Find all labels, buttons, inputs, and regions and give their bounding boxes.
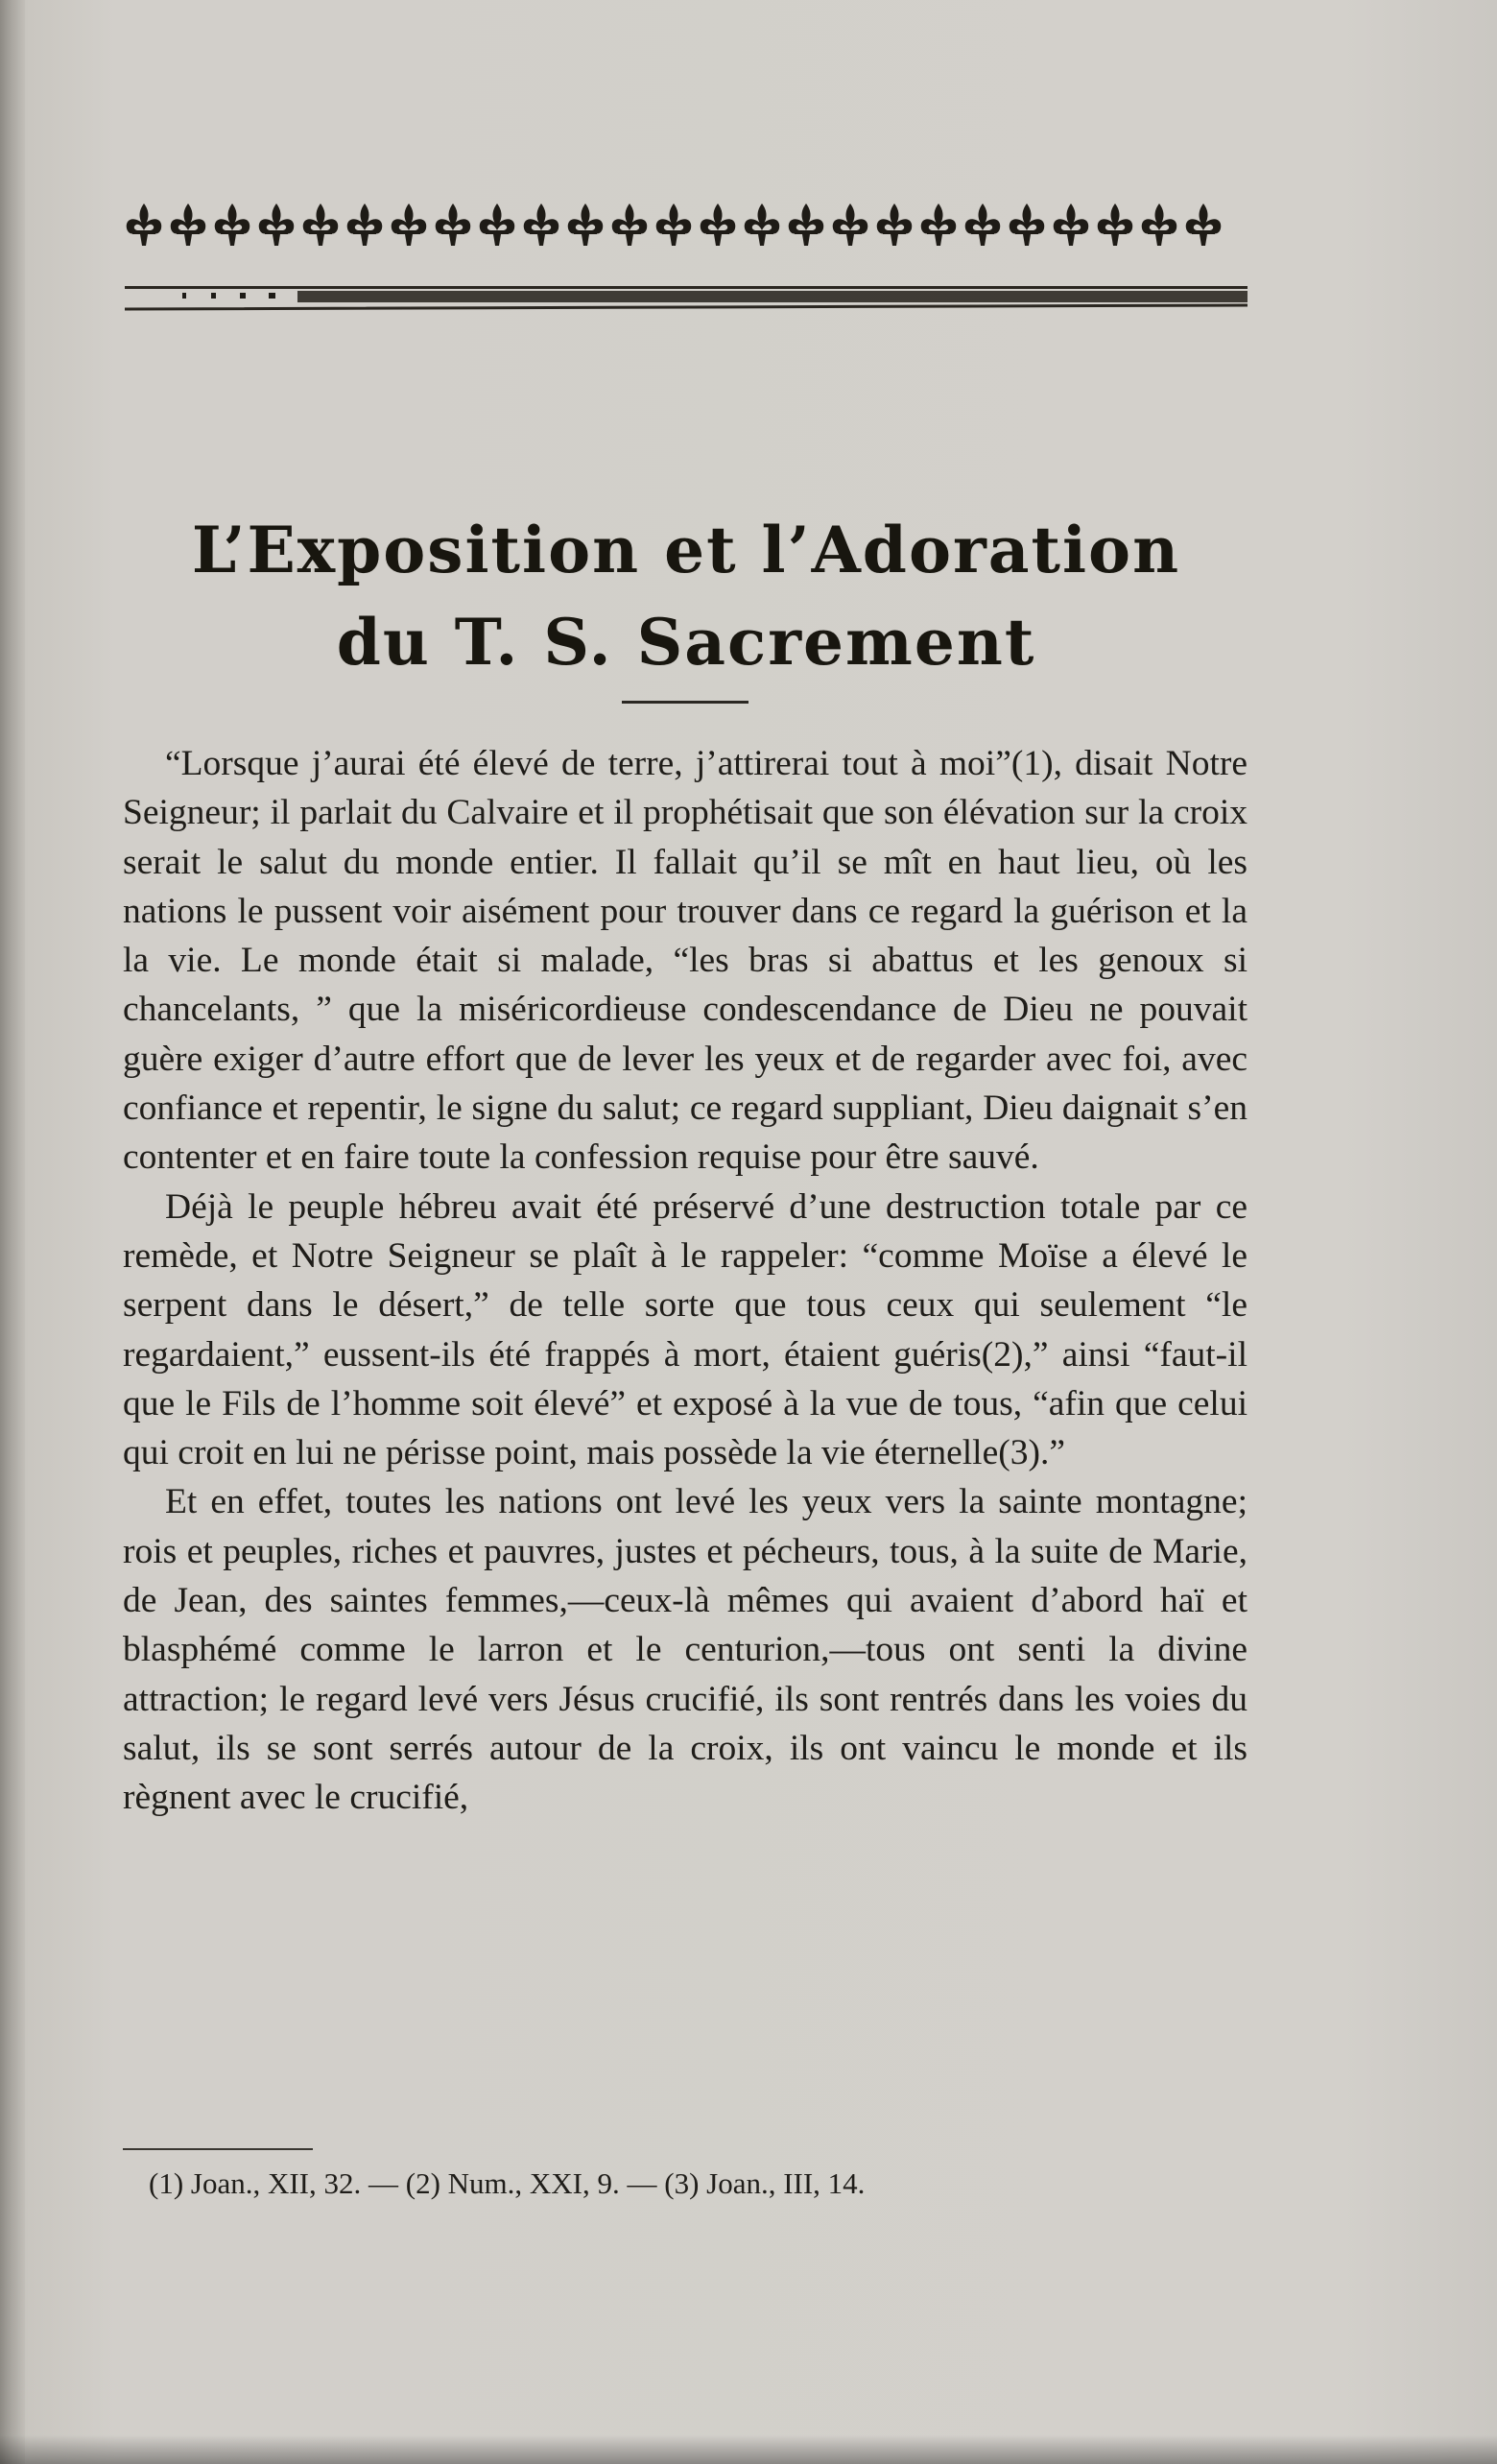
fleur-row	[127, 203, 1222, 246]
page-title	[125, 504, 1248, 688]
paragraph-1: “Lorsque j’aurai été élevé de terre, j’attirerai tout à moi”(1), disait Notre Seigneur; il parlait du Calvaire et il prophétisait que son élévation sur la croix serait le salut du monde entier. Il fallait qu’il se mît en haut lieu, où les nations le pussent voir aisément pour trouver dans ce regard la guérison et la la vie. Le monde était si malade, “les bras si abattus et les genoux si chancelants, ” que la miséricordieuse condescendance de Dieu ne pouvait guère exiger d’autre effort que de lever les yeux et de regarder avec foi, avec confiance et repentir, le signe du salut; ce regard suppliant, Dieu daignait s’en contenter et en faire toute la confession requise pour être sauvé.	[123, 744, 1248, 1178]
page-bottom-shadow	[0, 2435, 1497, 2464]
fleur-de-lis-ornament-border	[125, 202, 1248, 317]
footnote-divider	[123, 2148, 313, 2150]
page-binding-edge	[0, 0, 25, 2464]
footnote: (1) Joan., XII, 32. — (2) Num., XXI, 9. — (3) Joan., III, 14.	[149, 2166, 866, 2200]
ornament-svg	[125, 202, 1248, 317]
title-divider	[622, 701, 748, 704]
title-line-2: du T. S. Sacrement	[336, 605, 1036, 680]
paragraph-2: Déjà le peuple hébreu avait été préservé d’une destruction totale par ce remède, et Notre Seigneur se plaît à le rappeler: “comme Moïse a élevé le serpent dans le désert,” de telle sorte que tous ceux qui seulement “le regardaient,” eussent-ils été frappés à mort, étaient guéris(2),” ainsi “faut-il que le Fils de l’homme soit élevé” et exposé à la vue de tous, “afin que celui qui croit en lui ne périsse point, mais possède la vie éternelle(3).”	[123, 1186, 1248, 1473]
body-text	[123, 739, 1248, 1823]
title-line-1: L’Exposition et l’Adoration	[191, 513, 1181, 587]
dotted-band	[125, 286, 1248, 309]
paragraph-3: Et en effet, toutes les nations ont levé les yeux vers la sainte montagne; rois et peuples, riches et pauvres, justes et pécheurs, tous, à la suite de Marie, de Jean, des saintes femmes,—ceux-là mêmes qui avaient d’abord haï et blasphémé comme le larron et le centurion,—tous ont senti la divine attraction; le regard levé vers Jésus crucifié, ils sont rentrés dans les voies du salut, ils se sont serrés autour de la croix, ils ont vaincu le monde et ils règnent avec le crucifié,	[123, 1482, 1248, 1818]
